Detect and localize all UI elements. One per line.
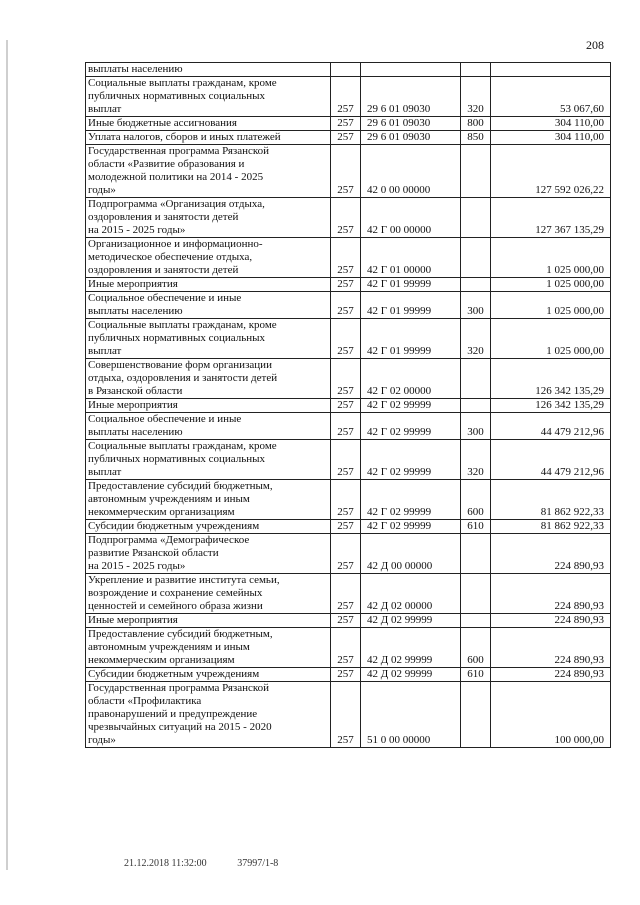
cell-vr: 850 [461, 131, 491, 145]
cell-sum: 100 000,00 [491, 682, 611, 748]
cell-name [86, 534, 331, 574]
cell-name [86, 480, 331, 520]
cell-vr [461, 574, 491, 614]
cell-name-line: Совершенствование форм организации [88, 359, 272, 371]
footer-timestamp: 21.12.2018 11:32:00 [124, 858, 207, 869]
cell-name-line: Подпрограмма «Демографическое [88, 534, 250, 546]
cell-sum: 53 067,60 [491, 77, 611, 117]
cell-csr: 42 Д 00 00000 [361, 534, 461, 574]
cell-name-line: некоммерческим организациям [88, 654, 235, 666]
cell-name-line: Иные мероприятия [88, 399, 178, 411]
cell-name-line: публичных нормативных социальных [88, 453, 266, 465]
cell-csr: 42 Г 01 99999 [361, 278, 461, 292]
cell-vr [461, 614, 491, 628]
cell-name-line: молодежной политики на 2014 - 2025 [88, 171, 264, 183]
cell-name [86, 359, 331, 399]
cell-vr: 300 [461, 292, 491, 319]
page-number: 208 [586, 38, 604, 52]
cell-name-line: автономным учреждениям и иным [88, 493, 250, 505]
table-row [86, 480, 611, 520]
margin-scan-mark [6, 40, 8, 870]
cell-sum: 44 479 212,96 [491, 440, 611, 480]
cell-name-line: чрезвычайных ситуаций на 2015 - 2020 [88, 721, 272, 733]
cell-sum: 1 025 000,00 [491, 292, 611, 319]
cell-grbs: 257 [331, 520, 361, 534]
cell-csr: 42 Г 02 99999 [361, 480, 461, 520]
cell-vr: 610 [461, 520, 491, 534]
cell-name-line: Иные бюджетные ассигнования [88, 117, 237, 129]
cell-name [86, 399, 331, 413]
cell-name-line: Субсидии бюджетным учреждениям [88, 520, 260, 532]
cell-sum: 224 890,93 [491, 534, 611, 574]
cell-name [86, 77, 331, 117]
cell-grbs: 257 [331, 682, 361, 748]
cell-name [86, 198, 331, 238]
cell-name-line: Иные мероприятия [88, 614, 178, 626]
cell-grbs: 257 [331, 117, 361, 131]
table-row [86, 399, 611, 413]
cell-sum: 126 342 135,29 [491, 399, 611, 413]
cell-name-line: годы» [88, 184, 116, 196]
cell-vr: 600 [461, 480, 491, 520]
cell-name [86, 520, 331, 534]
table-row [86, 117, 611, 131]
cell-vr [461, 534, 491, 574]
cell-vr [461, 359, 491, 399]
cell-name [86, 145, 331, 198]
cell-grbs: 257 [331, 440, 361, 480]
table-row [86, 440, 611, 480]
cell-name-line: области «Развитие образования и [88, 158, 245, 170]
cell-name-line: выплат [88, 466, 122, 478]
cell-grbs: 257 [331, 534, 361, 574]
cell-sum: 1 025 000,00 [491, 278, 611, 292]
cell-sum [491, 63, 611, 77]
cell-csr: 42 Г 01 00000 [361, 238, 461, 278]
cell-name-line: возрождение и сохранение семейных [88, 587, 263, 599]
cell-name-line: выплат [88, 345, 122, 357]
table-row [86, 614, 611, 628]
footer-doc-code: 37997/1-8 [237, 858, 279, 869]
cell-name-line: публичных нормативных социальных [88, 90, 266, 102]
cell-grbs: 257 [331, 278, 361, 292]
table-row [86, 278, 611, 292]
budget-table-body [86, 63, 611, 748]
document-footer [124, 858, 306, 869]
cell-name [86, 278, 331, 292]
cell-name-line: Укрепление и развитие института семьи, [88, 574, 280, 586]
cell-name-line: отдыха, оздоровления и занятости детей [88, 372, 278, 384]
cell-csr: 42 Г 02 99999 [361, 520, 461, 534]
cell-name-line: Социальные выплаты гражданам, кроме [88, 319, 277, 331]
table-row [86, 628, 611, 668]
cell-name-line: выплаты населению [88, 305, 183, 317]
cell-name [86, 440, 331, 480]
cell-sum: 224 890,93 [491, 574, 611, 614]
cell-name [86, 614, 331, 628]
cell-sum: 81 862 922,33 [491, 520, 611, 534]
cell-csr: 42 0 00 00000 [361, 145, 461, 198]
cell-csr: 42 Г 02 00000 [361, 359, 461, 399]
cell-name-line: на 2015 - 2025 годы» [88, 560, 186, 572]
cell-grbs: 257 [331, 574, 361, 614]
cell-sum: 127 592 026,22 [491, 145, 611, 198]
cell-vr: 320 [461, 440, 491, 480]
cell-sum: 304 110,00 [491, 117, 611, 131]
cell-name-line: некоммерческим организациям [88, 506, 235, 518]
table-row [86, 238, 611, 278]
cell-csr: 42 Г 02 99999 [361, 440, 461, 480]
cell-name-line: методическое обеспечение отдыха, [88, 251, 253, 263]
cell-name-line: Социальные выплаты гражданам, кроме [88, 440, 277, 452]
cell-name [86, 238, 331, 278]
cell-vr [461, 63, 491, 77]
table-row [86, 319, 611, 359]
cell-name-line: годы» [88, 734, 116, 746]
cell-sum: 304 110,00 [491, 131, 611, 145]
cell-name-line: выплат [88, 103, 122, 115]
cell-vr: 320 [461, 319, 491, 359]
table-row [86, 198, 611, 238]
table-row [86, 682, 611, 748]
cell-csr: 29 6 01 09030 [361, 117, 461, 131]
cell-name [86, 63, 331, 77]
cell-name [86, 292, 331, 319]
cell-name-line: выплаты населению [88, 426, 183, 438]
table-row [86, 359, 611, 399]
cell-name [86, 628, 331, 668]
cell-name-line: правонарушений и предупреждение [88, 708, 258, 720]
cell-name-line: выплаты населению [88, 63, 183, 75]
cell-name-line: развитие Рязанской области [88, 547, 219, 559]
cell-name-line: Государственная программа Рязанской [88, 682, 270, 694]
cell-grbs: 257 [331, 238, 361, 278]
cell-sum: 1 025 000,00 [491, 238, 611, 278]
cell-name [86, 131, 331, 145]
cell-csr: 51 0 00 00000 [361, 682, 461, 748]
cell-csr: 29 6 01 09030 [361, 131, 461, 145]
cell-name [86, 682, 331, 748]
table-row [86, 534, 611, 574]
cell-name-line: оздоровления и занятости детей [88, 264, 239, 276]
cell-grbs: 257 [331, 319, 361, 359]
cell-vr [461, 399, 491, 413]
cell-name-line: области «Профилактика [88, 695, 202, 707]
cell-grbs: 257 [331, 145, 361, 198]
budget-table [85, 62, 611, 748]
cell-vr: 300 [461, 413, 491, 440]
cell-name-line: Государственная программа Рязанской [88, 145, 270, 157]
cell-sum: 44 479 212,96 [491, 413, 611, 440]
cell-name-line: Социальное обеспечение и иные [88, 292, 242, 304]
cell-grbs: 257 [331, 131, 361, 145]
cell-name-line: Организационное и информационно- [88, 238, 263, 250]
cell-vr: 610 [461, 668, 491, 682]
cell-csr: 42 Д 02 99999 [361, 628, 461, 668]
cell-vr: 600 [461, 628, 491, 668]
cell-name [86, 413, 331, 440]
cell-name-line: публичных нормативных социальных [88, 332, 266, 344]
table-row [86, 63, 611, 77]
table-row [86, 574, 611, 614]
cell-name [86, 668, 331, 682]
cell-grbs: 257 [331, 292, 361, 319]
cell-vr: 320 [461, 77, 491, 117]
cell-grbs: 257 [331, 359, 361, 399]
cell-grbs: 257 [331, 413, 361, 440]
cell-name [86, 574, 331, 614]
cell-name-line: Иные мероприятия [88, 278, 178, 290]
cell-grbs [331, 63, 361, 77]
table-row [86, 145, 611, 198]
cell-name-line: в Рязанской области [88, 385, 183, 397]
cell-grbs: 257 [331, 614, 361, 628]
table-row [86, 668, 611, 682]
cell-name [86, 117, 331, 131]
table-row [86, 77, 611, 117]
cell-csr: 29 6 01 09030 [361, 77, 461, 117]
table-row [86, 131, 611, 145]
cell-name [86, 319, 331, 359]
cell-grbs: 257 [331, 668, 361, 682]
cell-vr [461, 682, 491, 748]
cell-csr: 42 Г 01 99999 [361, 319, 461, 359]
cell-grbs: 257 [331, 480, 361, 520]
cell-name-line: автономным учреждениям и иным [88, 641, 250, 653]
cell-sum: 1 025 000,00 [491, 319, 611, 359]
cell-name-line: Субсидии бюджетным учреждениям [88, 668, 260, 680]
cell-grbs: 257 [331, 399, 361, 413]
cell-csr: 42 Д 02 99999 [361, 614, 461, 628]
cell-csr [361, 63, 461, 77]
table-row [86, 413, 611, 440]
cell-name-line: оздоровления и занятости детей [88, 211, 239, 223]
cell-name-line: Предоставление субсидий бюджетным, [88, 628, 273, 640]
cell-grbs: 257 [331, 628, 361, 668]
cell-csr: 42 Г 00 00000 [361, 198, 461, 238]
cell-grbs: 257 [331, 198, 361, 238]
cell-vr [461, 238, 491, 278]
cell-sum: 127 367 135,29 [491, 198, 611, 238]
cell-sum: 224 890,93 [491, 628, 611, 668]
cell-name-line: ценностей и семейного образа жизни [88, 600, 263, 612]
table-row [86, 520, 611, 534]
cell-vr: 800 [461, 117, 491, 131]
cell-grbs: 257 [331, 77, 361, 117]
table-row [86, 292, 611, 319]
cell-name-line: Социальное обеспечение и иные [88, 413, 242, 425]
cell-sum: 224 890,93 [491, 668, 611, 682]
cell-csr: 42 Д 02 99999 [361, 668, 461, 682]
cell-sum: 126 342 135,29 [491, 359, 611, 399]
cell-vr [461, 278, 491, 292]
cell-name-line: Социальные выплаты гражданам, кроме [88, 77, 277, 89]
cell-name-line: Предоставление субсидий бюджетным, [88, 480, 273, 492]
cell-vr [461, 145, 491, 198]
cell-sum: 224 890,93 [491, 614, 611, 628]
cell-csr: 42 Д 02 00000 [361, 574, 461, 614]
cell-sum: 81 862 922,33 [491, 480, 611, 520]
cell-vr [461, 198, 491, 238]
cell-name-line: на 2015 - 2025 годы» [88, 224, 186, 236]
cell-csr: 42 Г 01 99999 [361, 292, 461, 319]
cell-csr: 42 Г 02 99999 [361, 413, 461, 440]
cell-name-line: Подпрограмма «Организация отдыха, [88, 198, 265, 210]
cell-name-line: Уплата налогов, сборов и иных платежей [88, 131, 281, 143]
cell-csr: 42 Г 02 99999 [361, 399, 461, 413]
